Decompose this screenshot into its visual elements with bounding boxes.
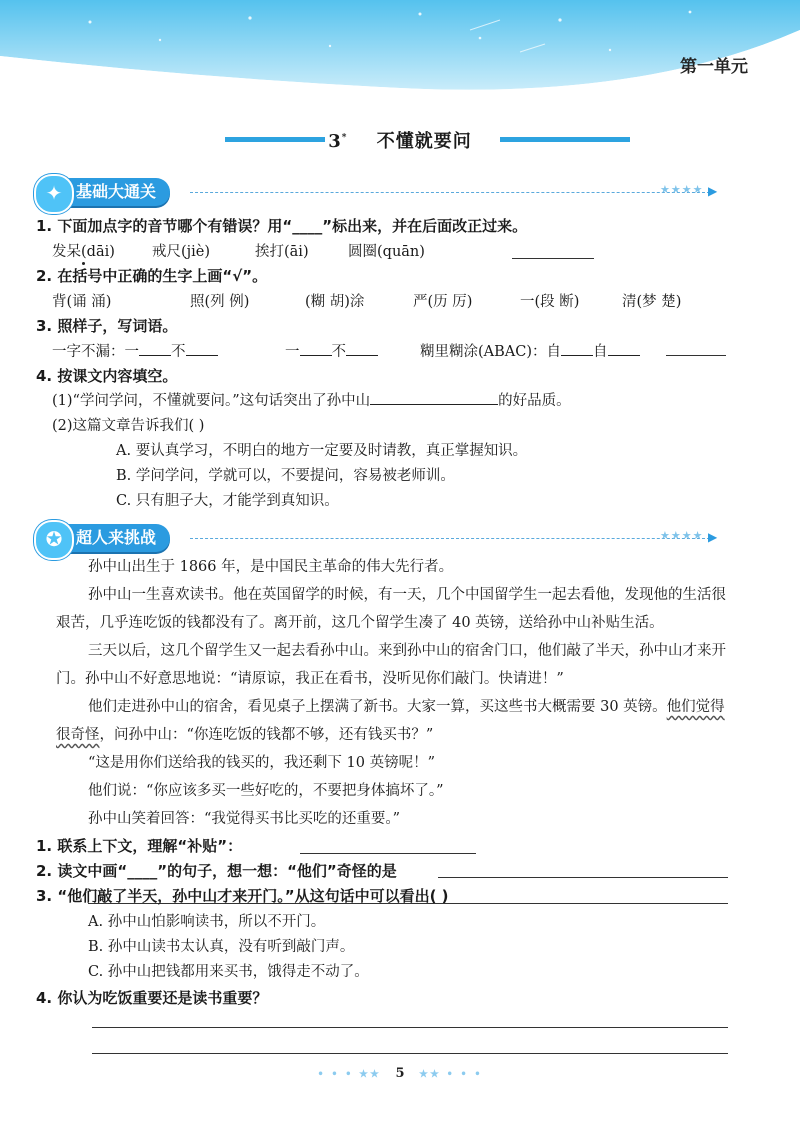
- passage-paragraph: 他们说：“你应该多买一些好吃的，不要把身体搞坏了。”: [88, 783, 444, 799]
- stars-decoration: ★★ • • •: [419, 1069, 483, 1080]
- q1-item: [255, 240, 309, 261]
- challenge-q1-answer-line[interactable]: [300, 853, 476, 854]
- challenge-q2-label: 2. 读文中画“____”的句子，想一想：“他们”奇怪的是: [36, 862, 397, 880]
- challenge-q4-label: 4. 你认为吃饭重要还是读书重要？: [36, 989, 268, 1007]
- passage-paragraph: “这是用你们送给我的钱买的，我还剩下 10 英镑呢！”: [88, 755, 435, 771]
- q4-option-a[interactable]: A. 要认真学习，不明白的地方一定要及时请教，真正掌握知识。: [116, 443, 528, 459]
- q3-blank[interactable]: [139, 341, 171, 356]
- q2-option[interactable]: 一(段 断): [520, 294, 580, 310]
- q4-sub1-blank[interactable]: [370, 390, 498, 405]
- q3-c-mid: 自: [593, 344, 608, 360]
- q3-b-mid: 不: [331, 344, 346, 360]
- q3-a-prefix: 一字不漏：一: [52, 344, 139, 360]
- q1-item: [348, 240, 425, 261]
- q2-option[interactable]: 照(列 例): [190, 294, 250, 310]
- q2-option[interactable]: 背(诵 涌): [52, 294, 112, 310]
- q3-c-prefix: 糊里糊涂(ABAC)：自: [420, 344, 562, 360]
- wavy-underlined-sentence: 他们觉得很奇怪: [56, 699, 725, 743]
- header-banner: [0, 0, 800, 96]
- q2-option[interactable]: 清(梦 楚): [622, 294, 682, 310]
- q1-word-3: 挨打(āi): [255, 244, 309, 260]
- q1-item: [152, 240, 210, 261]
- q1-item: [52, 240, 115, 261]
- q4-option-b[interactable]: B. 学问学问，学就可以，不要提问，容易被老师训。: [116, 468, 455, 484]
- q3-example-row: [52, 340, 218, 361]
- q2-option[interactable]: (糊 胡)涂: [305, 294, 365, 310]
- q3-a-mid: 不: [171, 344, 186, 360]
- q1-word-4: 圆圈(quān): [348, 244, 425, 260]
- lesson-number: 3: [328, 131, 342, 152]
- passage-text: 他们走进孙中山的宿舍，看见桌子上摆满了新书。大家一算，买这些书大概需要 30 英镑。: [88, 699, 667, 715]
- arrow-icon: ▶: [708, 530, 718, 544]
- question-3-label: 3. 照样子，写词语。: [36, 317, 178, 335]
- stars-decoration: • • • ★★: [317, 1069, 381, 1080]
- stars-decoration: ★★★★: [660, 529, 704, 542]
- challenge-q4-answer-line-2[interactable]: [92, 1053, 728, 1054]
- q4-sub1-suffix: 的好品质。: [498, 393, 571, 409]
- passage-paragraph: 孙中山出生于 1866 年，是中国民主革命的伟大先行者。: [88, 559, 454, 575]
- passage-paragraph: 三天以后，这几个留学生又一起去看孙中山。来到孙中山的宿舍门口，他们敲了半天，孙中山才来开门。孙中山不好意思地说：“请原谅，我正在看书，没听见你们敲门。快请进！”: [56, 643, 726, 687]
- passage-paragraph: [56, 693, 736, 749]
- passage-text: ，问孙中山：“你连吃饭的钱都不够，还有钱买书？”: [99, 727, 434, 743]
- question-2-label: 2. 在括号中正确的生字上画“√”。: [36, 267, 268, 285]
- passage-paragraph: 孙中山笑着回答：“我觉得买书比买吃的还重要。”: [88, 811, 401, 827]
- astronaut-icon: ✦: [34, 174, 74, 214]
- passage: [56, 553, 736, 833]
- challenge-q3-option-c[interactable]: C. 孙中山把钱都用来买书，饿得走不动了。: [88, 964, 369, 980]
- section-divider: [190, 538, 710, 539]
- q4-sub1: [52, 389, 571, 410]
- q3-blank[interactable]: [346, 341, 378, 356]
- question-4-label: 4. 按课文内容填空。: [36, 367, 178, 385]
- section-tag-challenge: [36, 524, 170, 552]
- challenge-q4-answer-line[interactable]: [92, 1027, 728, 1028]
- q4-option-c[interactable]: C. 只有胆子大，才能学到真知识。: [116, 493, 339, 509]
- unit-label: 第一单元: [680, 57, 748, 77]
- q3-b-prefix: 一: [285, 344, 300, 360]
- q2-option[interactable]: 严(历 厉): [413, 294, 473, 310]
- question-1-label: 1. 下面加点字的音节哪个有错误？用“____”标出来，并在后面改正过来。: [36, 217, 528, 235]
- q1-word-2: 戒尺(jiè): [152, 244, 211, 260]
- q4-sub2: (2)这篇文章告诉我们( ): [52, 418, 205, 434]
- q1-word-1: 发呆(dāi): [52, 244, 115, 260]
- challenge-q1-label: 1. 联系上下文，理解“补贴”：: [36, 837, 243, 855]
- q3-blank[interactable]: [186, 341, 218, 356]
- section-tag-basic-label: 基础大通关: [76, 182, 157, 201]
- q4-sub1-text: (1)“学问学问，不懂就要问。”这句话突出了孙中山: [52, 393, 371, 409]
- page-number: [0, 1066, 800, 1081]
- challenge-q2-answer-line[interactable]: [438, 877, 728, 878]
- lesson-name: 不懂就要问: [376, 131, 472, 152]
- lesson-title: [0, 127, 800, 153]
- passage-paragraph: 孙中山一生喜欢读书。他在英国留学的时候，有一天，几个中国留学生一起去看他，发现他的生活很艰苦，几乎连吃饭的钱都没有了。离开前，这几个留学生凑了 40 英镑，送给孙中山补贴生活。: [56, 587, 726, 631]
- challenge-q3-label: 3. “他们敲了半天，孙中山才来开门。”从这句话中可以看出( ): [36, 887, 449, 905]
- q3-blank[interactable]: [561, 341, 593, 356]
- q3-blank[interactable]: [300, 341, 332, 356]
- q3-blank[interactable]: [608, 341, 640, 356]
- q1-answer-line[interactable]: [512, 258, 594, 259]
- rocket-icon: ✪: [34, 520, 74, 560]
- section-divider: [190, 192, 710, 193]
- section-tag-challenge-label: 超人来挑战: [76, 528, 157, 547]
- challenge-q3-option-a[interactable]: A. 孙中山怕影响读书，所以不开门。: [88, 914, 326, 930]
- q3-example-row: [420, 340, 640, 361]
- arrow-icon: ▶: [708, 184, 718, 198]
- challenge-q3-option-b[interactable]: B. 孙中山读书太认真，没有听到敲门声。: [88, 939, 355, 955]
- stars-decoration: ★★★★: [660, 183, 704, 196]
- section-tag-basic: [36, 178, 170, 206]
- lesson-mark: *: [341, 133, 348, 143]
- page-number-text: 5: [395, 1066, 405, 1081]
- q3-answer-line[interactable]: [666, 355, 726, 356]
- q3-example-row: [285, 340, 378, 361]
